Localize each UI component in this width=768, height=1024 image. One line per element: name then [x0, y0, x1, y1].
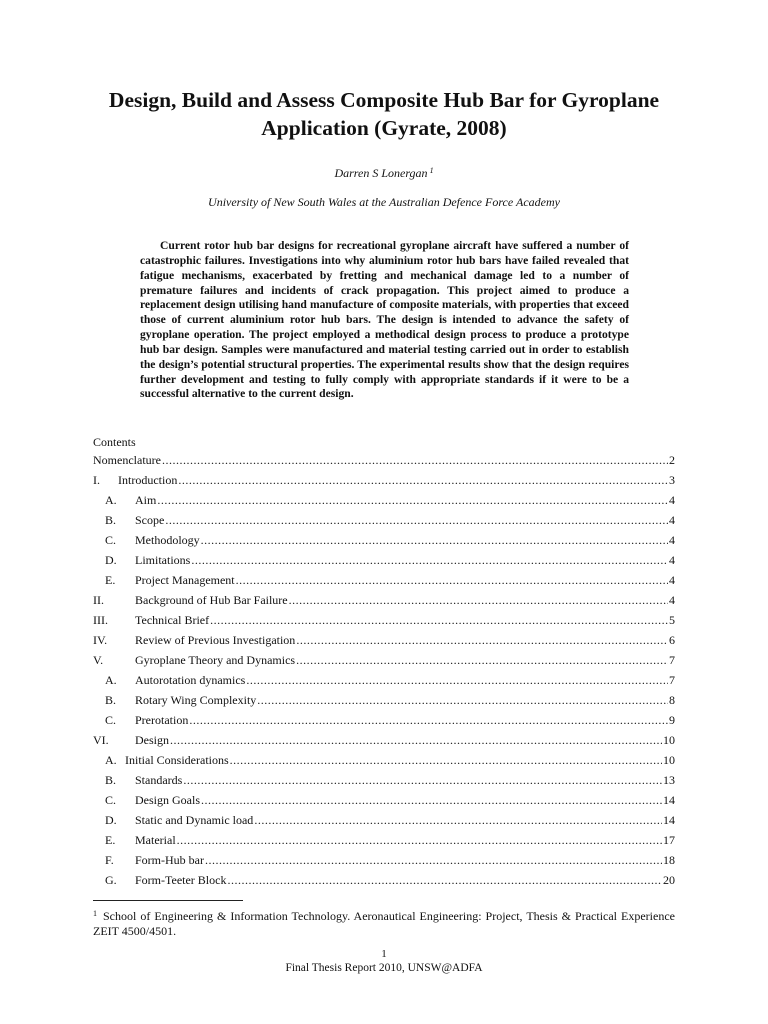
toc-dot-leader	[189, 712, 668, 728]
toc-entry-title: Design Goals	[135, 793, 200, 807]
toc-entry-page: 4	[669, 593, 675, 607]
toc-entry[interactable]	[93, 792, 675, 812]
toc-entry-page: 10	[663, 733, 675, 747]
toc-dot-leader	[296, 652, 668, 668]
toc-entry-title: Methodology	[135, 533, 200, 547]
toc-entry-page: 14	[663, 813, 675, 827]
toc-entry[interactable]	[93, 652, 675, 672]
toc-dot-leader	[246, 672, 668, 688]
toc-entry-page: 8	[669, 693, 675, 707]
toc-entry[interactable]	[93, 692, 675, 712]
toc-entry-page: 9	[669, 713, 675, 727]
toc-entry-number: A.	[105, 673, 117, 687]
toc-entry[interactable]	[93, 832, 675, 852]
toc-entry-title: Rotary Wing Complexity	[135, 693, 257, 707]
toc-entry[interactable]	[93, 472, 675, 492]
toc-entry-number: B.	[105, 513, 117, 527]
footnote-divider	[93, 900, 243, 901]
toc-entry-number: C.	[105, 793, 117, 807]
contents-heading: Contents	[93, 435, 136, 449]
toc-entry-title: Initial Considerations	[125, 753, 229, 767]
toc-entry-number: C.	[105, 713, 117, 727]
toc-entry[interactable]	[93, 672, 675, 692]
affiliation: University of New South Wales at the Australian Defence Force Academy	[208, 195, 560, 209]
toc-entry-number: A.	[105, 493, 117, 507]
toc-entry[interactable]	[93, 852, 675, 872]
footnote-mark: 1	[93, 909, 97, 918]
toc-entry-title: Gyroplane Theory and Dynamics	[135, 653, 296, 667]
toc-entry-title: Introduction	[118, 473, 178, 487]
author-line	[90, 164, 678, 180]
toc-entry-title: Limitations	[135, 553, 191, 567]
toc-entry-number: IV.	[93, 633, 108, 647]
toc-entry-number: E.	[105, 833, 116, 847]
toc-entry-title: Review of Previous Investigation	[135, 633, 296, 647]
toc-dot-leader	[170, 732, 662, 748]
toc-entry-number: A.	[105, 753, 117, 767]
toc-entry-page: 13	[663, 773, 675, 787]
toc-entry[interactable]	[93, 752, 675, 772]
footnote	[93, 906, 675, 939]
toc-entry-title: Nomenclature	[93, 453, 161, 467]
toc-entry-title: Static and Dynamic load	[135, 813, 254, 827]
toc-entry-page: 3	[669, 473, 675, 487]
toc-entry-title: Prerotation	[135, 713, 189, 727]
toc-entry-title: Form-Hub bar	[135, 853, 204, 867]
toc-entry-title: Project Management	[135, 573, 235, 587]
author-footnote-mark: 1	[429, 166, 434, 175]
toc-entry-page: 4	[669, 493, 675, 507]
toc-entry-page: 18	[663, 853, 675, 867]
toc-entry-number: I.	[93, 473, 100, 487]
toc-entry-number: B.	[105, 693, 117, 707]
toc-dot-leader	[157, 492, 668, 508]
toc-entry-page: 5	[669, 613, 675, 627]
toc-dot-leader	[165, 512, 668, 528]
author-name: Darren S Lonergan	[334, 166, 428, 180]
toc-entry[interactable]	[93, 552, 675, 572]
toc-dot-leader	[162, 452, 668, 468]
toc-entry-number: F.	[105, 853, 114, 867]
table-of-contents	[93, 452, 675, 892]
toc-dot-leader	[191, 552, 668, 568]
toc-entry-number: II.	[93, 593, 104, 607]
toc-entry[interactable]	[93, 772, 675, 792]
toc-dot-leader	[183, 772, 662, 788]
toc-entry-number: G.	[105, 873, 117, 887]
toc-entry[interactable]	[93, 592, 675, 612]
toc-dot-leader	[210, 612, 668, 628]
toc-entry-page: 4	[669, 553, 675, 567]
toc-entry-page: 4	[669, 533, 675, 547]
toc-entry-page: 6	[669, 633, 675, 647]
toc-entry-page: 4	[669, 513, 675, 527]
toc-entry[interactable]	[93, 872, 675, 892]
toc-entry-title: Background of Hub Bar Failure	[135, 593, 288, 607]
abstract: Current rotor hub bar designs for recreational gyroplane aircraft have suffered a number of catastrophic failures. Investigations into why aluminium rotor hub bars have failed revealed that fatigue mechanisms, exacerbated by fretting and mechanical damage led to a number of premature failures and incidents of crack propagation. This project aimed to produce a replacement design utilising hand manufacture of composite materials, with properties that exceed those of current aluminium rotor hub bars. The design is intended to advance the safety of gyroplane operation. The project employed a methodical design process to produce a prototype hub bar design. Samples were manufactured and material testing carried out in order to establish the design’s potential structural properties. The experimental results show that the design requires further development and testing to fully comply with appropriate standards if it were to be a successful alternative to the current design.	[140, 239, 629, 401]
toc-entry-number: C.	[105, 533, 117, 547]
toc-entry-number: VI.	[93, 733, 109, 747]
toc-entry[interactable]	[93, 452, 675, 472]
toc-entry[interactable]	[93, 532, 675, 552]
running-footer: Final Thesis Report 2010, UNSW@ADFA	[285, 962, 483, 974]
paper-title: Design, Build and Assess Composite Hub Bar for Gyroplane Application (Gyrate, 2008)	[108, 88, 660, 140]
toc-dot-leader	[230, 752, 662, 768]
toc-entry-title: Material	[135, 833, 176, 847]
toc-entry-number: D.	[105, 813, 117, 827]
toc-entry-page: 17	[663, 833, 675, 847]
toc-dot-leader	[236, 572, 668, 588]
toc-entry-page: 7	[669, 673, 675, 687]
toc-dot-leader	[201, 792, 662, 808]
toc-entry-title: Technical Brief	[135, 613, 210, 627]
page-number: 1	[381, 948, 387, 960]
toc-entry[interactable]	[93, 812, 675, 832]
toc-entry[interactable]	[93, 632, 675, 652]
toc-entry-page: 2	[669, 453, 675, 467]
toc-entry-number: B.	[105, 773, 117, 787]
toc-entry-number: E.	[105, 573, 116, 587]
toc-dot-leader	[178, 472, 668, 488]
toc-entry-title: Scope	[135, 513, 165, 527]
footnote-text: School of Engineering & Information Technology. Aeronautical Engineering: Project, Thesis & Practical Experience ZEIT 4500/4501.	[93, 909, 675, 938]
toc-entry[interactable]	[93, 512, 675, 532]
toc-dot-leader	[296, 632, 668, 648]
toc-entry-number: III.	[93, 613, 108, 627]
toc-dot-leader	[177, 832, 662, 848]
toc-entry-title: Design	[135, 733, 169, 747]
toc-entry[interactable]	[93, 572, 675, 592]
toc-dot-leader	[201, 532, 668, 548]
toc-entry-number: V.	[93, 653, 104, 667]
toc-entry-title: Autorotation dynamics	[135, 673, 246, 687]
toc-entry-title: Standards	[135, 773, 183, 787]
toc-dot-leader	[205, 852, 662, 868]
toc-entry[interactable]	[93, 612, 675, 632]
toc-dot-leader	[289, 592, 668, 608]
toc-dot-leader	[227, 872, 662, 888]
toc-entry-number: D.	[105, 553, 117, 567]
toc-entry[interactable]	[93, 492, 675, 512]
toc-entry[interactable]	[93, 712, 675, 732]
toc-entry-page: 7	[669, 653, 675, 667]
toc-dot-leader	[254, 812, 662, 828]
toc-entry-page: 4	[669, 573, 675, 587]
toc-entry-title: Aim	[135, 493, 157, 507]
toc-entry-title: Form-Teeter Block	[135, 873, 227, 887]
toc-dot-leader	[257, 692, 668, 708]
toc-entry-page: 10	[663, 753, 675, 767]
toc-entry[interactable]	[93, 732, 675, 752]
toc-entry-page: 20	[663, 873, 675, 887]
toc-entry-page: 14	[663, 793, 675, 807]
